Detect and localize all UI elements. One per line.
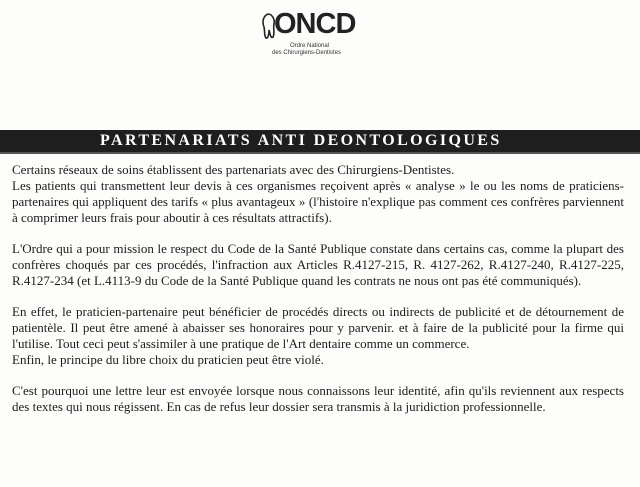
section-banner [0,130,640,154]
logo-subtitle-line2: des Chirurgiens-Dentistes [272,50,342,56]
logo-subtitle-line1: Ordre National [290,43,330,49]
oncd-logo [262,8,372,64]
paragraph-3-line-2: Enfin, le principe du libre choix du praticien peut être violé. [12,352,324,367]
paragraph-1-line-2: Les patients qui transmettent leur devis à ces organismes reçoivent après « analyse » le ou les noms de praticiens-partenaires qui appliquent des tarifs « plus avantageux » (l'histoire n'explique pas comment ces confrères parviennent à comprimer leurs frais pour aboutir à ces résultats attractifs). [12,178,624,225]
paragraph-1-line-1: Certains réseaux de soins établissent des partenariats avec des Chirurgiens-Dentistes. [12,162,455,177]
logo-subtitle [272,43,341,57]
paragraph-3-line-1: En effet, le praticien-partenaire peut bénéficier de procédés directs ou indirects de publicité et de détournement de patientèle. Il peut être amené à abaisser ses honoraires pour y parvenir. et à faire de la publicité pour la firme qui l'utilise. Tout ceci peut s'assimiler à une pratique de l'Art dentaire comme un commerce. [12,304,624,351]
paragraph-3 [12,304,624,368]
paragraph-2-line-1: L'Ordre qui a pour mission le respect du Code de la Santé Publique constate dans certains cas, comme la plupart des confrères choqués par ces procédés, l'infraction aux Articles R.4127-215, R. 4127-262, R.4127-240, R.4127-225, R.4127-234 (et L.4113-9 du Code de la Santé Publique quand les contrats ne nous ont pas été communiqués). [12,241,624,288]
document-body [12,162,624,430]
banner-title: PARTENARIATS ANTI DEONTOLOGIQUES [100,132,502,149]
paragraph-4 [12,383,624,415]
logo-text: ONCD [274,8,356,40]
paragraph-2 [12,241,624,289]
paragraph-4-line-1: C'est pourquoi une lettre leur est envoyée lorsque nous connaissons leur identité, afin qu'ils reviennent aux respects des textes qui nous régissent. En cas de refus leur dossier sera transmis à la juridiction professionnelle. [12,383,624,414]
paragraph-1 [12,162,624,226]
